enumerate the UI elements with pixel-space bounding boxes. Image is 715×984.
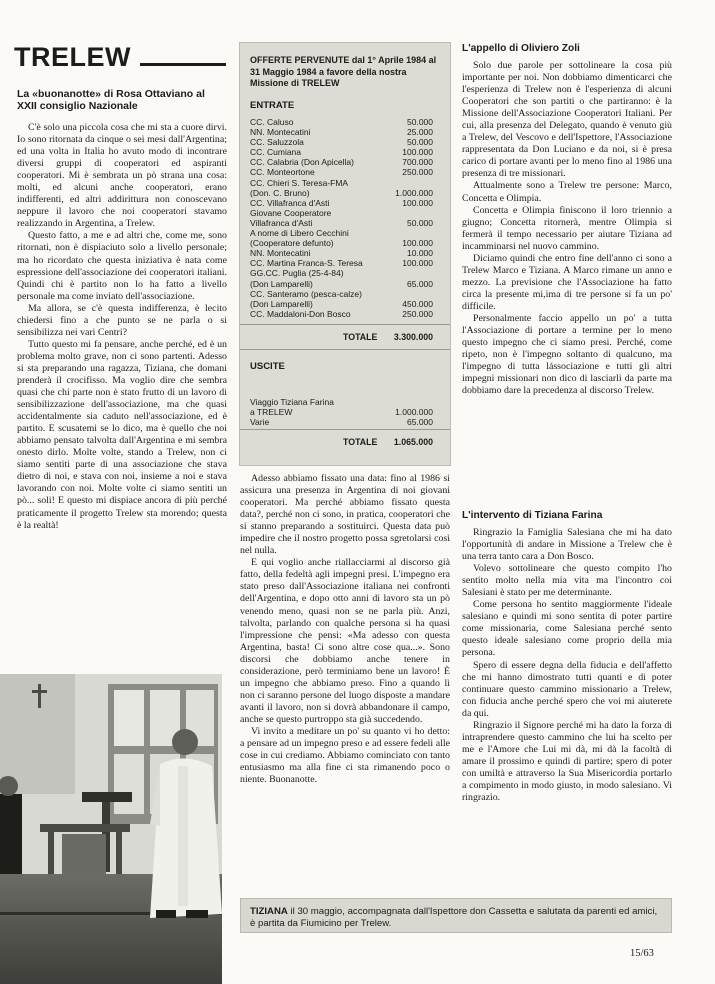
entrate-total [250, 332, 433, 342]
col3-paragraph: Ringrazio la Famiglia Salesiana che mi ha dato l'opportunità di andare in Missione a Trelew che è una terra tanto cara a Don Bosco. [462, 527, 672, 563]
entrate-row [250, 167, 433, 177]
entrate-row [250, 208, 433, 218]
entrate-row [250, 127, 433, 137]
photo-caption [250, 906, 665, 930]
tiziana-farina-body [462, 527, 672, 804]
entrate-row [250, 147, 433, 157]
entrate-name: CC. Monteortone [250, 167, 315, 178]
col3-paragraph: Personalmente faccio appello un po' a tutta l'Associazione di portare a termine per lo meno questo impegno che ci siamo presi. Perché, come ripeto, non è l'impegno soltanto di qualcuno, ma l'impegno di tutta lássociazione e tutti gli altri impegni missionari non dico di lasciarli da parte ma dobbiamo dare la precedenza al discorso Trelew. [462, 312, 672, 397]
uscite-row [250, 397, 433, 407]
entrate-amount: 700.000 [402, 157, 433, 168]
uscite-list [250, 397, 433, 427]
entrate-row [250, 279, 433, 289]
entrate-amount: 100.000 [402, 147, 433, 158]
entrate-name: Giovane Cooperatore [250, 207, 332, 218]
entrate-name: (Don Lamparelli) [250, 278, 313, 289]
caption-name: TIZIANA [250, 906, 288, 917]
entrate-amount: 250.000 [402, 167, 433, 178]
col3-paragraph: Attualmente sono a Trelew tre persone: Marco, Concetta e Olimpia. [462, 180, 672, 204]
entrate-name: A nome di Libero Cecchini [250, 228, 349, 239]
entrate-row [250, 258, 433, 268]
entrate-name: CC. Calabria (Don Apicella) [250, 157, 354, 168]
entrate-rule [240, 324, 450, 325]
uscite-total-value: 1.065.000 [393, 437, 433, 447]
col3-paragraph: Ringrazio il Signore perché mi ha dato la forza di intraprendere questo cammino che lui ha scelto per me e l'Amore che Lui mi dà, mi dà la facoltà di amare il prossimo e quindi di partire; spero di poter con umiltà e attraverso la Sua Misericordia portarlo a compimento in modo giusto, in modo salesiano. Vi ringrazio. [462, 719, 672, 804]
uscite-amount: 65.000 [407, 417, 433, 428]
donations-title: OFFERTE PERVENUTE dal 1° Aprile 1984 al 31 Maggio 1984 a favore della nostra Missione di TRELEW [250, 55, 437, 88]
tiziana-farina-heading: L'intervento di Tiziana Farina [462, 510, 603, 521]
entrate-row [250, 309, 433, 319]
entrate-total-label: TOTALE [343, 332, 378, 342]
uscite-total-label: TOTALE [343, 437, 378, 447]
col2-body [240, 473, 450, 786]
entrate-name: GG.CC. Puglia (25-4-84) [250, 268, 344, 279]
entrate-row [250, 289, 433, 299]
entrate-name: (Cooperatore defunto) [250, 238, 334, 249]
entrate-row [250, 268, 433, 278]
uscite-name: Viaggio Tiziana Farina [250, 397, 334, 407]
col2-paragraph: E qui voglio anche riallacciarmi al discorso già fatto, della fedeltà agli impegni presi. L'impegno era stato preso dall'Associazione italiana nei confronti dell'Argentina, e dopo otto anni di lavoro sta un pò venendo meno, quasi non se ne parla più. Anzi, talvolta, parlando con qualche persona si ha quasi l'impressione che pensi: «Ma adesso con questa Argentina, basta! Ci sono altre cose qua...». Sono discorsi che dobbiamo anche tenere in considerazione, però terminiamo bene un lavoro! È un impegno che abbiamo preso. Fino a quando lì non ci saranno persone del luogo disposte a mandare avanti il lavoro, non si dovrà abbandonare il campo, anche se questo purtroppo sta già succedendo. [240, 557, 450, 725]
entrate-row [250, 117, 433, 127]
page-number: 15/63 [630, 948, 654, 959]
entrate-name: Villafranca d'Asti [250, 217, 313, 228]
col1-paragraph: Tutto questo mi fa pensare, anche perché, ed è un problema molto grave, non ci sono partenti. Adesso si sta preparando una ragazza, Tiziana, che domani prenderà il crocifisso. Ma voglio dire che sembra quasi che chi parte non è stato frutto di un lavoro di sensibilizzazione dell'associazione, ma che quasi accidentalmente sia caduto nell'associazione, ed è partito. E scusatemi se lo dico, ma è quello che noi abbiamo pensato talvolta dall'Argentina e mi sembra onesto dirlo. Molte volte, stando a Trelew, non ci siamo sentiti parte di una associazione che stava dietro di noi, e stava con noi, insieme a noi e stava lavorando con noi. Molte volte ci siamo sentiti un pò... soli! E questo mi dispiace ancora di più perché praticamente il progetto Trelew sta morendo; questa è la realtà! [17, 338, 227, 531]
entrate-amount: 100.000 [402, 258, 433, 269]
entrate-total-value: 3.300.000 [393, 332, 433, 342]
entrate-amount: 50.000 [407, 137, 433, 148]
entrate-amount: 450.000 [402, 298, 433, 309]
caption-text: il 30 maggio, accompagnata dall'Ispettore don Cassetta e salutata da parenti ed amici, è partita da Fiumicino per Trelew. [250, 906, 658, 929]
entrate-name: CC. Santeramo (pesca-calze) [250, 288, 362, 299]
entrate-name: CC. Maddaloni-Don Bosco [250, 308, 351, 319]
entrate-list [250, 117, 433, 319]
entrate-row [250, 218, 433, 228]
entrate-name: CC. Martina Franca-S. Teresa [250, 258, 363, 269]
entrate-amount: 250.000 [402, 308, 433, 319]
col1-paragraph: Ma allora, se c'è questa indifferenza, è lecito chiedersi fino a che punto se ne parla o si sensibilizza nei vari Centri? [17, 302, 227, 338]
photo-caption-box [240, 898, 672, 933]
entrate-row [250, 157, 433, 167]
uscite-row [250, 417, 433, 427]
donations-box [239, 42, 451, 466]
uscite-name: a TRELEW [250, 407, 293, 418]
entrate-row [250, 188, 433, 198]
entrate-amount: 100.000 [402, 238, 433, 249]
uscite-rule [240, 429, 450, 430]
entrate-name: CC. Cumiana [250, 147, 302, 158]
title-rule [140, 63, 226, 66]
col3-paragraph: Come persona ho sentito maggiormente l'ideale salesiano e quindi mi sono sentita di poter partire come missionaria, come Salesiana perché sento questo ideale salesiano come proprio della mia persona. [462, 599, 672, 659]
entrate-row [250, 198, 433, 208]
entrate-heading: ENTRATE [250, 100, 295, 111]
col3-paragraph: Diciamo quindi che entro fine dell'anno ci sono a Trelew Marco e Tiziana. A Marco rimane un anno e mezzo. La previsione che l'Associazione ha fatto circa la presente mi,ima di tre persone si fa un po' difficile. [462, 252, 672, 312]
col1-body [17, 122, 227, 532]
col2-paragraph: Adesso abbiamo fissato una data: fino al 1986 si assicura una presenza in Argentina di noi giovani cooperatori. Ma perché abbiamo fissato questa data?, perché non ci sono, in pratica, cooperatori che si stanno preparando a sostituirci. Questa data può impedire che il nostro progetto possa sgretolarsi così nel nulla. [240, 473, 450, 557]
col1-paragraph: C'è solo una piccola cosa che mi sta a cuore dirvi. Io sono ritornata da cinque o sei mesi dall'Argentina; ed una volta in Italia ho avuto modo di incontrare diversi gruppi di cooperatori ed aspiranti cooperatori. Mi è sembrata un pò strana una cosa: molti, ed alcuni anche cooperatori, erano indifferenti, ed altri addirittura non conoscevano neppure il lavoro che noi cooperatori stavamo realizzando in Argentina, a Trelew. [17, 122, 227, 230]
entrate-name: CC. Caluso [250, 117, 294, 127]
oliviero-zoli-body [462, 60, 672, 397]
entrate-amount: 10.000 [407, 248, 433, 259]
entrate-row [250, 299, 433, 309]
entrate-amount: 50.000 [407, 117, 433, 127]
uscite-heading: USCITE [250, 361, 285, 372]
entrate-amount: 100.000 [402, 197, 433, 208]
col3-paragraph: Concetta e Olimpia finiscono il loro triennio a giugno; Concetta ritornerà, mentre Olimpia si fermerà il tempo necessario per aiutare Tiziana ad incamminarsi nel nuovo cammino. [462, 204, 672, 252]
entrate-row [250, 137, 433, 147]
entrate-name: CC. Villafranca d'Asti [250, 197, 330, 208]
entrate-name: NN. Montecatini [250, 127, 311, 138]
col3-paragraph: Volevo sottolineare che questo compito l'ho sentito molto nella mia vita ma l'incontro coi Salesiani è stato per me determinante. [462, 563, 672, 599]
uscite-total [250, 437, 433, 447]
col1-heading: La «buonanotte» di Rosa Ottaviano al XXII consiglio Nazionale [17, 88, 205, 112]
entrate-row [250, 248, 433, 258]
entrate-name: (Don Lamparelli) [250, 298, 313, 309]
col2-paragraph: Vi invito a meditare un po' su quanto vi ho detto: a pensare ad un impegno preso e ad essere fedeli alle cose in cui crediamo. Abbiamo cominciato con tanto entusiasmo ma alla fine ci sta rimanendo poco o niente. Buonanotte. [240, 725, 450, 786]
col1-paragraph: Questo fatto, a me e ad altri che, come me, sono ritornati, non è dispiaciuto solo a livello personale; ma ho ricordato che questa iniziativa è nata come espressione dell'associazione dei cooperatori italiani. Quindi chi è partito non lo ha fatto a livello personale ma come inviato dell'associazione. [17, 230, 227, 302]
entrate-amount: 1.000.000 [395, 187, 433, 198]
col3-paragraph: Solo due parole per sottolineare la cosa più importante per noi. Non dobbiamo dimenticarci che l'esperienza di Trelew non è l'esperienza di alcuni Cooperatori che son partiti o che partiranno: è la Missione dell'Associazione Cooperatori Italiani. Per cui, alla presenza del Delegato, quando è venuto giù a Trelew, del Vescovo e dell'Ispettore, l'Associazione rappresentata da Don Luciano e da noi, si è presa carico di portare avanti per lo meno fino al 1986 una presenza di tre missionari. [462, 60, 672, 180]
entrate-name: CC. Chieri S. Teresa-FMA [250, 177, 349, 188]
entrate-amount: 25.000 [407, 127, 433, 138]
entrate-name: CC. Saluzzola [250, 137, 304, 148]
entrate-name: NN. Montecatini [250, 248, 311, 259]
uscite-amount: 1.000.000 [395, 407, 433, 418]
oliviero-zoli-heading: L'appello di Olivierо Zoli [462, 43, 580, 54]
section-divider [240, 349, 450, 350]
col3-paragraph: Spero di essere degna della fiducia e dell'affetto che mi hanno dimostrato tutti quanti e di poter continuare questo cammino missionario a Trelew, con fiducia anche perché spero che voi mi aiuterete da qui. [462, 659, 672, 719]
uscite-row [250, 407, 433, 417]
uscite-name: Varie [250, 417, 270, 428]
entrate-row [250, 178, 433, 188]
entrate-amount: 65.000 [407, 278, 433, 289]
entrate-name: (Don. C. Bruno) [250, 187, 310, 198]
entrate-row [250, 228, 433, 238]
page-title: TRELEW [14, 42, 131, 72]
photo-tiziana-farina [0, 674, 222, 984]
entrate-row [250, 238, 433, 248]
entrate-amount: 50.000 [407, 217, 433, 228]
